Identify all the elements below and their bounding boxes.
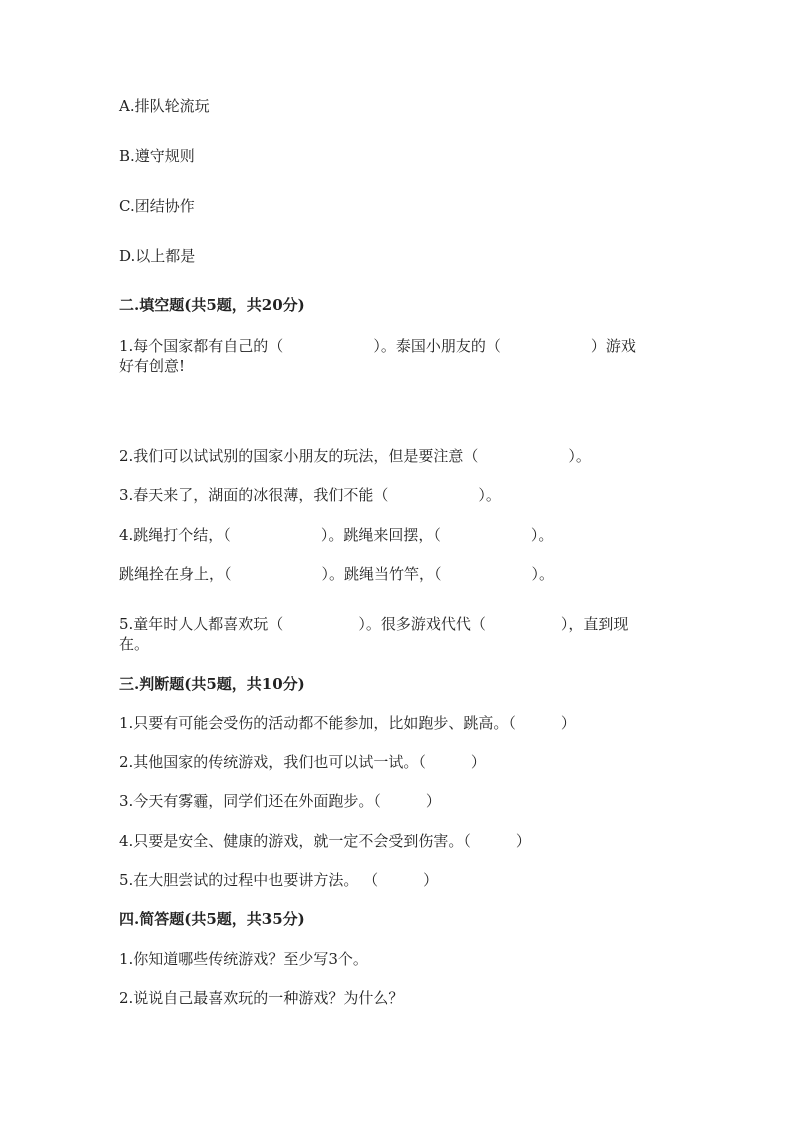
option-d: D.以上都是: [119, 247, 196, 265]
tf-q1: 1.只要有可能会受伤的活动都不能参加，比如跑步、跳高。（ ）: [119, 714, 576, 732]
section-heading-fill-blank: 二.填空题(共5题，共20分): [119, 296, 305, 314]
fill-q4-line1: 4.跳绳打个结，（ ）。跳绳来回摆，（ ）。: [119, 526, 554, 544]
tf-q2: 2.其他国家的传统游戏，我们也可以试一试。（ ）: [119, 753, 486, 771]
tf-q5: 5.在大胆尝试的过程中也要讲方法。 （ ）: [119, 871, 439, 889]
tf-q4: 4.只要是安全、健康的游戏，就一定不会受到伤害。（ ）: [119, 832, 531, 850]
fill-q1-line2: 好有创意!: [119, 357, 186, 375]
fill-q4-line2: 跳绳拴在身上，（ ）。跳绳当竹竿，（ ）。: [119, 565, 555, 583]
sa-q1: 1.你知道哪些传统游戏？至少写3个。: [119, 950, 368, 968]
sa-q2: 2.说说自己最喜欢玩的一种游戏？为什么？: [119, 989, 404, 1007]
fill-q3: 3.春天来了，湖面的冰很薄，我们不能（ ）。: [119, 486, 501, 504]
fill-q2: 2.我们可以试试别的国家小朋友的玩法，但是要注意（ ）。: [119, 447, 591, 465]
section-heading-true-false: 三.判断题(共5题，共10分): [119, 675, 305, 693]
option-b: B.遵守规则: [119, 147, 195, 165]
fill-q1-line1: 1.每个国家都有自己的（ ）。泰国小朋友的（ ）游戏: [119, 337, 636, 355]
fill-q5-line2: 在。: [119, 635, 150, 653]
option-a: A.排队轮流玩: [119, 97, 210, 115]
fill-q5-line1: 5.童年时人人都喜欢玩（ ）。很多游戏代代（ ），直到现: [119, 615, 629, 633]
option-c: C.团结协作: [119, 197, 195, 215]
tf-q3: 3.今天有雾霾，同学们还在外面跑步。（ ）: [119, 792, 441, 810]
section-heading-short-answer: 四.简答题(共5题，共35分): [119, 910, 305, 928]
